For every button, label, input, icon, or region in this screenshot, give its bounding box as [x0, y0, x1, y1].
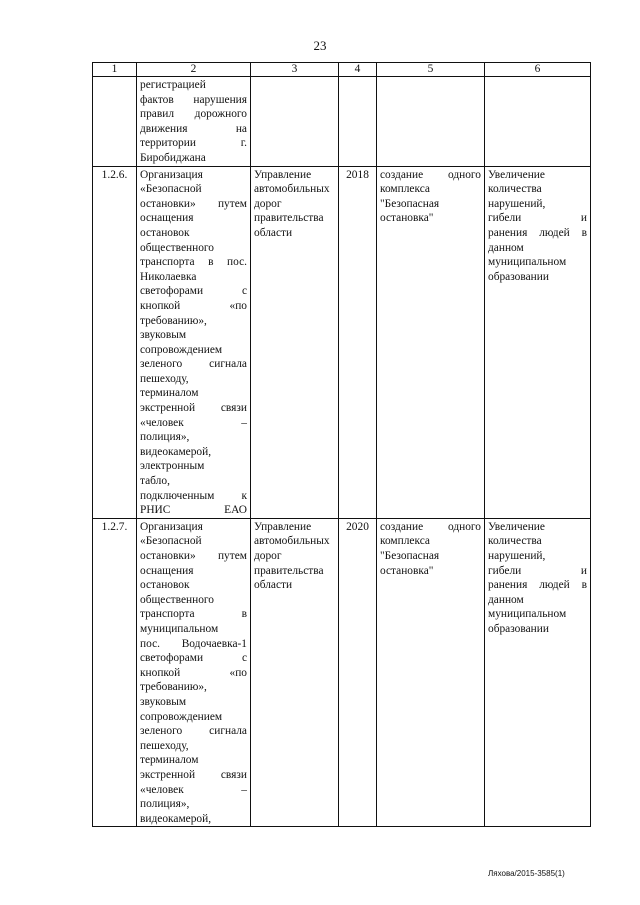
- cell-line: Организация: [140, 168, 203, 181]
- continuation-row: [93, 77, 591, 167]
- header-col-4: 4: [339, 63, 377, 77]
- row-action: [377, 518, 485, 826]
- cell-line: зеленого сигнала: [140, 725, 247, 738]
- cell-line: Биробиджана: [140, 151, 206, 164]
- cell-line: движения на: [140, 122, 247, 135]
- cell-line: оснащения: [140, 212, 194, 225]
- cell-line: пешеходу,: [140, 372, 189, 385]
- table-row: [93, 166, 591, 518]
- cell-line: данном: [488, 241, 524, 254]
- cell-line: экстренной связи: [140, 768, 247, 781]
- cont-number-cell: [93, 77, 137, 167]
- cell-line: регистрацией: [140, 79, 206, 91]
- cell-line: терминалом: [140, 754, 199, 767]
- cell-line: полиция»,: [140, 798, 190, 811]
- row-action: [377, 166, 485, 518]
- header-col-3: 3: [251, 63, 339, 77]
- header-row: [93, 63, 591, 77]
- measures-table: [92, 62, 591, 827]
- cell-line: дорог: [254, 197, 282, 210]
- cell-line: муниципальном: [488, 608, 567, 621]
- cell-line: нарушений,: [488, 550, 546, 562]
- cell-line: «Безопасной: [140, 535, 202, 548]
- cell-line: гибели и: [488, 564, 587, 577]
- cell-line: табло,: [140, 475, 170, 488]
- cell-line: транспорта в пос.: [140, 256, 247, 269]
- row-consequence: [485, 166, 591, 518]
- cell-line: остановок: [140, 579, 190, 592]
- cell-line: остановка": [380, 212, 434, 225]
- row-consequence: [485, 518, 591, 826]
- cell-line: данном: [488, 593, 524, 606]
- cell-line: требованию»,: [140, 681, 207, 694]
- cell-line: электронным: [140, 460, 205, 473]
- header-col-2: 2: [137, 63, 251, 77]
- cell-line: полиция»,: [140, 431, 190, 444]
- cell-line: Управление: [254, 168, 312, 181]
- cell-line: правил дорожного: [140, 108, 247, 121]
- cell-line: остановка": [380, 564, 434, 577]
- cell-line: правительства: [254, 564, 324, 577]
- cell-line: общественного: [140, 593, 214, 606]
- cell-line: "Безопасная: [380, 550, 440, 562]
- cell-line: количества: [488, 535, 542, 548]
- cell-line: Увеличение: [488, 168, 545, 181]
- cell-line: транспорта в: [140, 608, 247, 621]
- cell-line: терминалом: [140, 387, 199, 400]
- cell-line: автомобильных: [254, 535, 330, 548]
- cell-line: звуковым: [140, 329, 187, 342]
- header-col-6: 6: [485, 63, 591, 77]
- cell-line: "Безопасная: [380, 197, 440, 210]
- cell-line: видеокамерой,: [140, 812, 212, 825]
- cell-line: комплекса: [380, 183, 430, 196]
- cell-line: нарушений,: [488, 197, 546, 210]
- cell-line: остановки» путем: [140, 197, 247, 210]
- page-number: 23: [313, 38, 327, 53]
- cell-line: общественного: [140, 241, 214, 254]
- cell-line: светофорами с: [140, 652, 247, 665]
- cell-line: светофорами с: [140, 285, 247, 298]
- cell-line: территории г.: [140, 137, 247, 150]
- cell-line: подключенным к: [140, 489, 247, 502]
- cell-line: создание одного: [380, 520, 481, 533]
- cell-line: РНИС ЕАО: [140, 504, 247, 517]
- cell-line: ранения людей в: [488, 226, 587, 239]
- row-number: 1.2.6.: [93, 166, 137, 518]
- cell-line: гибели и: [488, 212, 587, 225]
- cell-line: зеленого сигнала: [140, 358, 247, 371]
- cont-action-cell: [377, 77, 485, 167]
- cell-line: фактов нарушения: [140, 93, 247, 106]
- table-row: [93, 518, 591, 826]
- cell-line: ранения людей в: [488, 579, 587, 592]
- cell-line: области: [254, 226, 293, 239]
- row-description: [137, 518, 251, 826]
- cell-line: образовании: [488, 622, 549, 635]
- row-number: 1.2.7.: [93, 518, 137, 826]
- cont-year-cell: [339, 77, 377, 167]
- cell-line: создание одного: [380, 168, 481, 181]
- cont-executor-cell: [251, 77, 339, 167]
- cell-line: видеокамерой,: [140, 445, 212, 458]
- cell-line: дорог: [254, 550, 282, 562]
- cell-line: комплекса: [380, 535, 430, 548]
- header-col-1: 1: [93, 63, 137, 77]
- cell-line: Управление: [254, 520, 312, 533]
- row-executor: [251, 166, 339, 518]
- cell-line: экстренной связи: [140, 402, 247, 415]
- cell-line: количества: [488, 183, 542, 196]
- cell-line: «человек –: [140, 783, 247, 796]
- cell-line: требованию»,: [140, 314, 207, 327]
- cont-consequence-cell: [485, 77, 591, 167]
- cell-line: области: [254, 579, 293, 592]
- cell-line: звуковым: [140, 695, 187, 708]
- cell-line: сопровождением: [140, 710, 223, 723]
- cell-line: «Безопасной: [140, 183, 202, 196]
- cell-line: муниципальном: [488, 256, 567, 269]
- cell-line: пос. Водочаевка-1: [140, 637, 247, 650]
- cell-line: кнопкой «по: [140, 666, 247, 679]
- row-year: 2018: [339, 166, 377, 518]
- cont-description-cell: [137, 77, 251, 167]
- cell-line: оснащения: [140, 564, 194, 577]
- cell-line: сопровождением: [140, 343, 223, 356]
- cell-line: кнопкой «по: [140, 299, 247, 312]
- header-col-5: 5: [377, 63, 485, 77]
- cell-line: остановки» путем: [140, 550, 247, 562]
- cell-line: пешеходу,: [140, 739, 189, 752]
- cell-line: Николаевка: [140, 270, 197, 283]
- cell-line: Организация: [140, 520, 203, 533]
- cell-line: «человек –: [140, 416, 247, 429]
- cell-line: правительства: [254, 212, 324, 225]
- row-description: [137, 166, 251, 518]
- document-code: Ляхова/2015-3585(1): [488, 869, 565, 878]
- row-executor: [251, 518, 339, 826]
- row-year: 2020: [339, 518, 377, 826]
- cell-line: образовании: [488, 270, 549, 283]
- cell-line: остановок: [140, 226, 190, 239]
- cell-line: Увеличение: [488, 520, 545, 533]
- cell-line: муниципальном: [140, 622, 219, 635]
- cell-line: автомобильных: [254, 183, 330, 196]
